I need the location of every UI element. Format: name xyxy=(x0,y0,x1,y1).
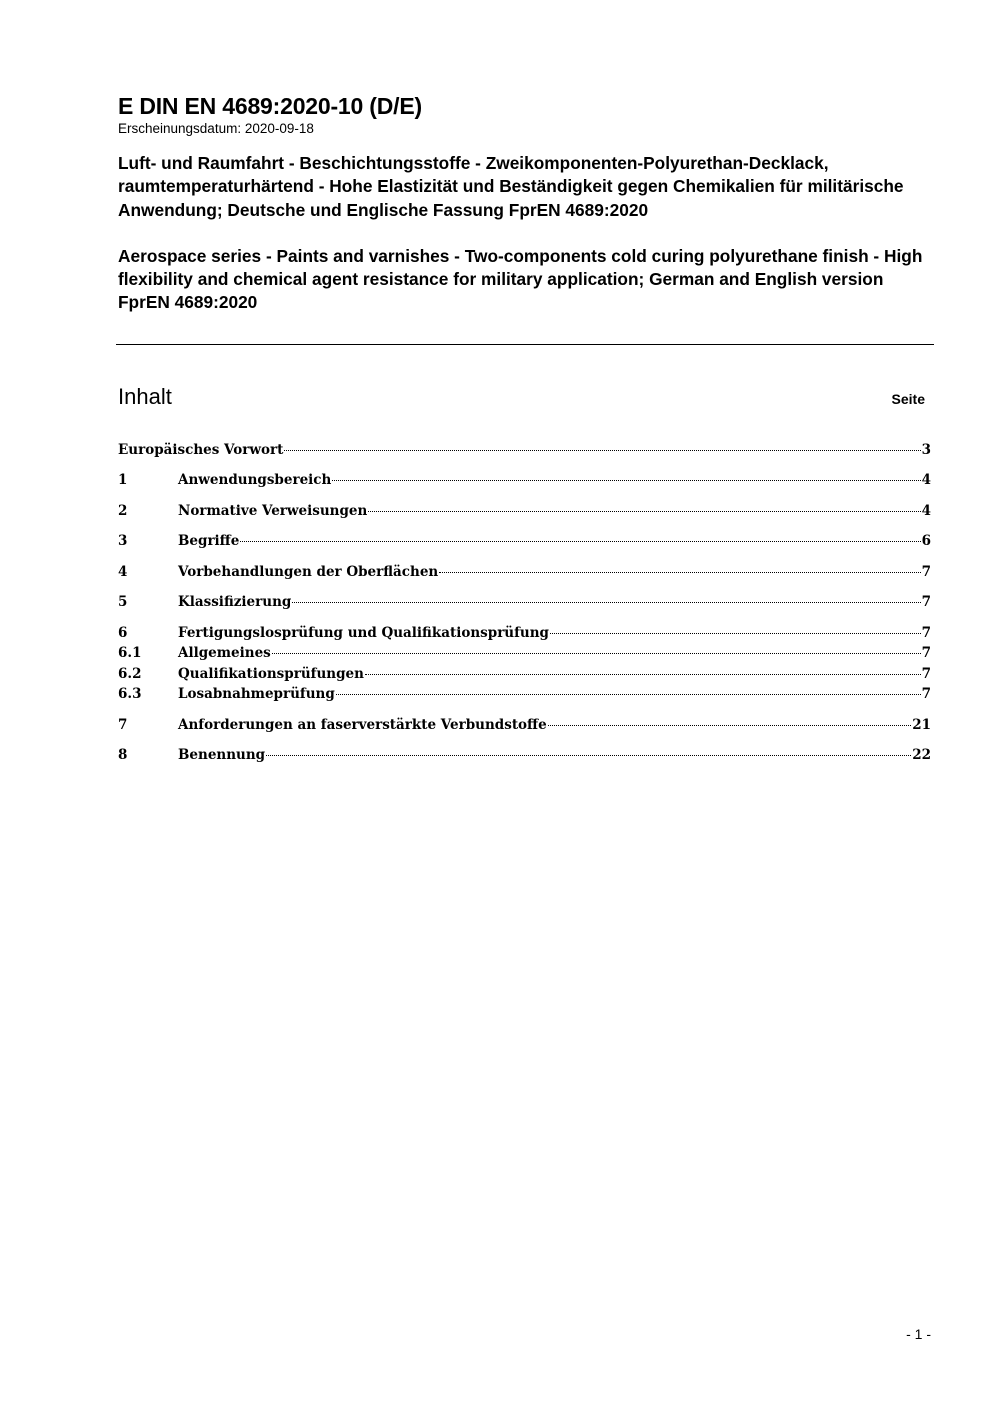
toc-entry-1[interactable] xyxy=(118,471,931,489)
toc-entry-page: 22 xyxy=(912,747,931,763)
toc-entry-page: 7 xyxy=(921,594,931,610)
toc-entry-page: 3 xyxy=(921,442,931,458)
toc-entry-number: 6 xyxy=(118,625,128,641)
toc-entry-title: Begriffe xyxy=(178,533,240,549)
toc-leader-dots xyxy=(439,571,920,573)
toc-leader-dots xyxy=(548,724,911,726)
toc-entry-number: 6.3 xyxy=(118,686,142,702)
toc-entry-2[interactable] xyxy=(118,502,931,520)
toc-entry-6[interactable] xyxy=(118,624,931,642)
toc-entry-page: 7 xyxy=(921,625,931,641)
toc-entry-6-1[interactable] xyxy=(118,644,931,662)
toc-entry-number: 3 xyxy=(118,533,128,549)
toc-leader-dots xyxy=(332,479,920,481)
toc-entry-number: 7 xyxy=(118,717,128,733)
toc-heading: Inhalt xyxy=(118,384,172,409)
toc-leader-dots xyxy=(336,693,921,695)
toc-entry-page: 7 xyxy=(921,564,931,580)
toc-entry-7[interactable] xyxy=(118,716,931,734)
toc-entry-page: 7 xyxy=(921,686,931,702)
toc-leader-dots xyxy=(365,673,921,675)
toc-entry-number: 5 xyxy=(118,594,128,610)
toc-entry-8[interactable] xyxy=(118,746,931,764)
toc-entry-page: 6 xyxy=(921,533,931,549)
title-german: Luft- und Raumfahrt - Beschichtungsstoffe - Zweikomponenten-Polyurethan-Decklack, raumtemperaturhärtend - Hohe Elastizität und Beständigkeit gegen Chemikalien für militärische Anwendung; Deutsche und Englische Fassung FprEN 4689:2020 xyxy=(118,153,904,220)
toc-entry-number: 1 xyxy=(118,472,128,488)
toc-entry-5[interactable] xyxy=(118,593,931,611)
toc-entry-page: 7 xyxy=(921,666,931,682)
toc-entry-page: 4 xyxy=(921,472,931,488)
toc-leader-dots xyxy=(284,449,920,451)
toc-entry-4[interactable] xyxy=(118,563,931,581)
publication-date: Erscheinungsdatum: 2020-09-18 xyxy=(118,121,314,136)
toc-entry-page: 7 xyxy=(921,645,931,661)
toc-entry-title: Fertigungslosprüfung und Qualifikationsprüfung xyxy=(178,625,549,641)
toc-entry-vorwort[interactable] xyxy=(118,441,931,459)
toc-entry-number: 4 xyxy=(118,564,128,580)
toc-entry-title: Europäisches Vorwort xyxy=(118,442,284,458)
toc-entry-title: Anforderungen an faserverstärkte Verbundstoffe xyxy=(178,717,547,733)
toc-entry-3[interactable] xyxy=(118,532,931,550)
toc-entry-number: 2 xyxy=(118,503,128,519)
document-id: E DIN EN 4689:2020-10 (D/E) xyxy=(118,93,422,119)
toc-entry-title: Vorbehandlungen der Oberflächen xyxy=(178,564,439,580)
title-english: Aerospace series - Paints and varnishes - Two-components cold curing polyurethane finish - High flexibility and chemical agent resistance for military application; German and English version FprEN 4689:2020 xyxy=(118,245,923,313)
toc-entry-number: 6.2 xyxy=(118,666,142,682)
toc-entry-title: Losabnahmeprüfung xyxy=(178,686,335,702)
toc-entry-title: Klassifizierung xyxy=(178,594,292,610)
toc-leader-dots xyxy=(266,754,911,756)
toc-entry-title: Benennung xyxy=(178,747,266,763)
toc-leader-dots xyxy=(292,601,920,603)
document-header xyxy=(118,92,934,315)
page-number: - 1 - xyxy=(906,1326,931,1342)
toc-entry-page: 21 xyxy=(912,717,931,733)
toc-entry-number: 8 xyxy=(118,747,128,763)
toc-entry-title: Normative Verweisungen xyxy=(178,503,368,519)
toc-entry-title: Qualifikationsprüfungen xyxy=(178,666,364,682)
toc-entry-6-2[interactable] xyxy=(118,665,931,683)
toc-entry-title: Allgemeines xyxy=(178,645,271,661)
toc-entry-6-3[interactable] xyxy=(118,685,931,703)
toc-leader-dots xyxy=(368,510,920,512)
toc-entry-number: 6.1 xyxy=(118,645,142,661)
toc-entry-page: 4 xyxy=(921,503,931,519)
toc-leader-dots xyxy=(240,540,920,542)
toc-leader-dots xyxy=(550,632,921,634)
toc-entry-title: Anwendungsbereich xyxy=(178,472,332,488)
toc-page-column-label: Seite xyxy=(891,391,925,407)
header-divider xyxy=(116,344,934,345)
toc-leader-dots xyxy=(272,652,921,654)
